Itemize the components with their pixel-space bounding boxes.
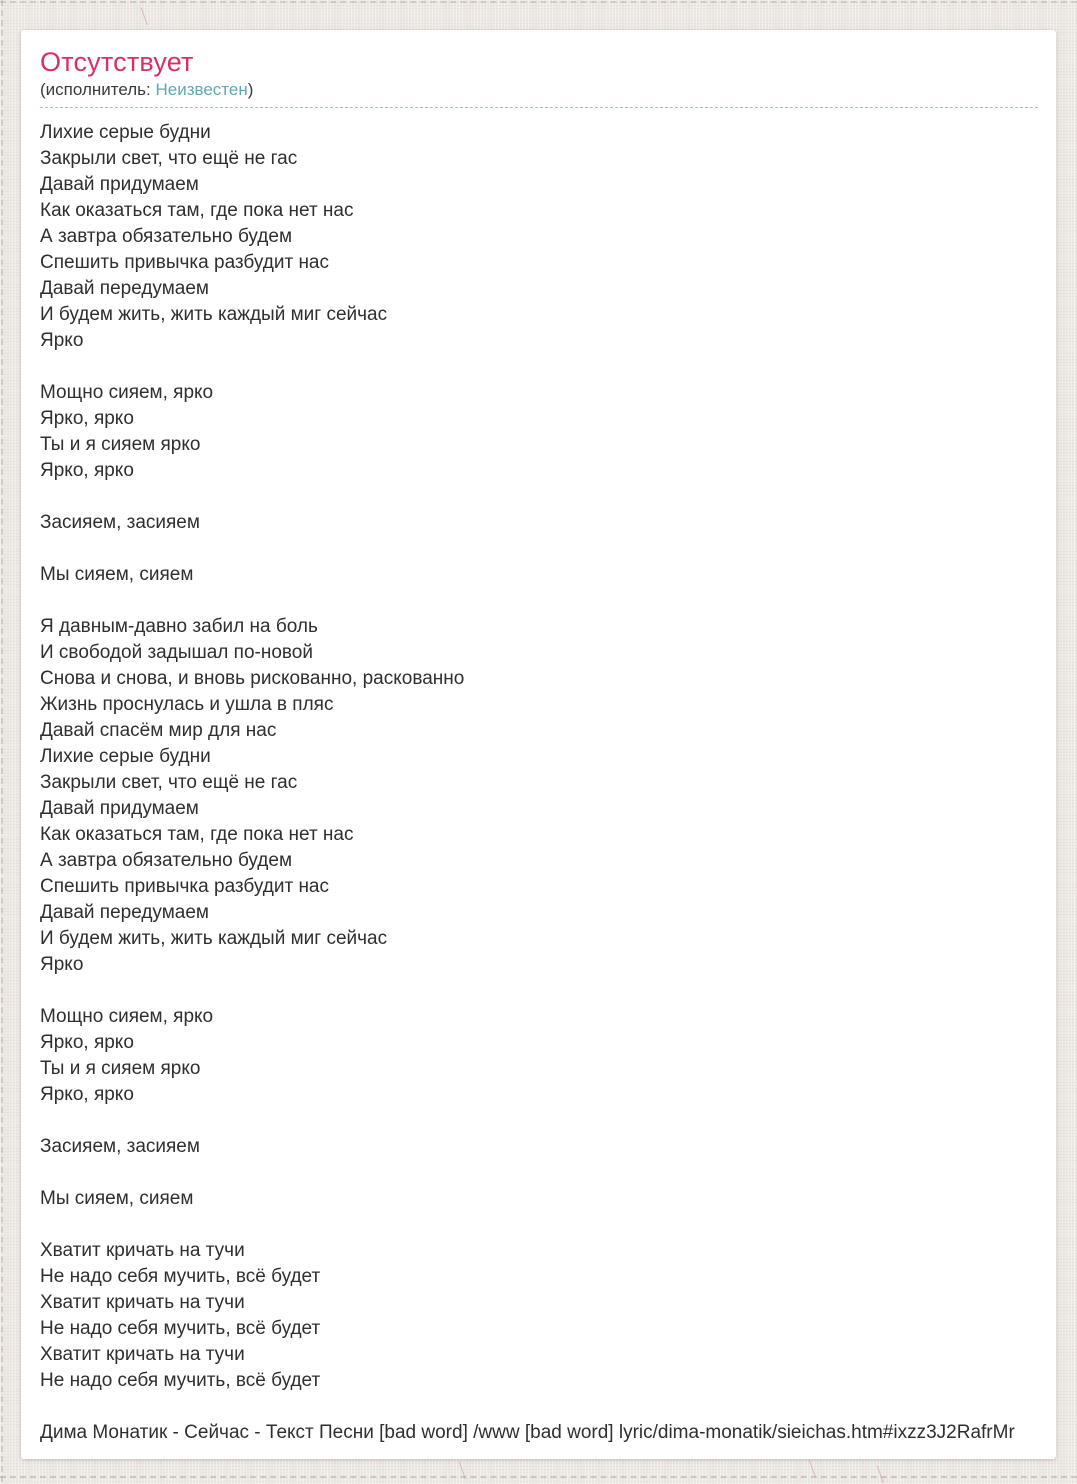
lyric-line: Давай спасём мир для нас xyxy=(40,720,277,742)
lyric-line: Лихие серые будни xyxy=(40,122,211,144)
lyric-line: Как оказаться там, где пока нет нас xyxy=(40,824,354,846)
stitch-decoration: ╲ xyxy=(806,1459,818,1477)
lyric-blank-line xyxy=(40,484,1056,510)
song-header xyxy=(40,47,1038,108)
lyric-line: Ярко, ярко xyxy=(40,1084,134,1106)
artist-link[interactable]: Неизвестен xyxy=(155,80,248,100)
lyric-line: А завтра обязательно будем xyxy=(40,226,293,248)
lyric-line: Ты и я сияем ярко xyxy=(40,434,201,456)
artist-suffix: ) xyxy=(247,80,254,100)
lyric-blank-line xyxy=(40,1160,1056,1186)
stitch-decoration: ╲ xyxy=(874,1465,886,1483)
lyric-line: Давай придумаем xyxy=(40,798,199,820)
stitch-decoration: ╲ xyxy=(138,7,150,25)
lyric-line: Снова и снова, и вновь рискованно, раскованно xyxy=(40,668,465,690)
lyric-line: Хватит кричать на тучи xyxy=(40,1344,245,1366)
lyric-line: Не надо себя мучить, всё будет xyxy=(40,1318,321,1340)
lyric-line: Спешить привычка разбудит нас xyxy=(40,252,329,274)
lyric-line: Ярко, ярко xyxy=(40,408,134,430)
lyric-blank-line xyxy=(40,354,1056,380)
lyric-line: Ярко xyxy=(40,954,84,976)
lyric-line: Спешить привычка разбудит нас xyxy=(40,876,329,898)
lyric-line: Мы сияем, сияем xyxy=(40,1188,194,1210)
top-dashed-edge xyxy=(0,1,1077,3)
lyric-line: Не надо себя мучить, всё будет xyxy=(40,1266,321,1288)
lyric-line: И свободой задышал по-новой xyxy=(40,642,313,664)
lyric-line: Давай передумаем xyxy=(40,278,209,300)
lyric-blank-line xyxy=(40,1108,1056,1134)
lyric-line: Хватит кричать на тучи xyxy=(40,1292,245,1314)
song-title: Отсутствует xyxy=(40,47,194,77)
lyric-line: Давай придумаем xyxy=(40,174,199,196)
lyric-line: Давай передумаем xyxy=(40,902,209,924)
artist-line xyxy=(40,80,1038,100)
lyric-line: Не надо себя мучить, всё будет xyxy=(40,1370,321,1392)
artist-label: (исполнитель: xyxy=(40,80,156,100)
lyric-line: Мы сияем, сияем xyxy=(40,564,194,586)
bottom-dashed-line xyxy=(0,1476,1077,1478)
lyric-line: Мощно сияем, ярко xyxy=(40,382,214,404)
lyric-blank-line xyxy=(40,978,1056,1004)
source-line: Дима Монатик - Сейчас - Текст Песни [bad word] /www [bad word] lyric/dima-monatik/sieichas.htm#ixzz3J2RafrMr xyxy=(40,1422,1015,1444)
lyric-line: Ярко, ярко xyxy=(40,460,134,482)
lyric-line: Засияем, засияем xyxy=(40,1136,200,1158)
lyric-line: Ты и я сияем ярко xyxy=(40,1058,201,1080)
lyric-line: Хватит кричать на тучи xyxy=(40,1240,245,1262)
lyric-blank-line xyxy=(40,1212,1056,1238)
lyrics-card xyxy=(21,30,1056,1459)
lyric-line: Как оказаться там, где пока нет нас xyxy=(40,200,354,222)
stitch-decoration: ╲ xyxy=(456,1461,468,1479)
lyric-blank-line xyxy=(40,588,1056,614)
lyric-line: И будем жить, жить каждый миг сейчас xyxy=(40,928,388,950)
lyric-line: Закрыли свет, что ещё не гас xyxy=(40,148,298,170)
lyric-line: И будем жить, жить каждый миг сейчас xyxy=(40,304,388,326)
lyric-line: Ярко, ярко xyxy=(40,1032,134,1054)
left-dashed-edge xyxy=(1,0,3,1482)
lyric-blank-line xyxy=(40,536,1056,562)
lyric-line: Жизнь проснулась и ушла в пляс xyxy=(40,694,334,716)
lyric-line: Я давным-давно забил на боль xyxy=(40,616,318,638)
lyric-line: Ярко xyxy=(40,330,84,352)
lyric-line: А завтра обязательно будем xyxy=(40,850,293,872)
lyrics-text xyxy=(40,120,1056,1394)
lyric-line: Лихие серые будни xyxy=(40,746,211,768)
lyric-line: Засияем, засияем xyxy=(40,512,200,534)
lyric-line: Мощно сияем, ярко xyxy=(40,1006,214,1028)
lyric-line: Закрыли свет, что ещё не гас xyxy=(40,772,298,794)
